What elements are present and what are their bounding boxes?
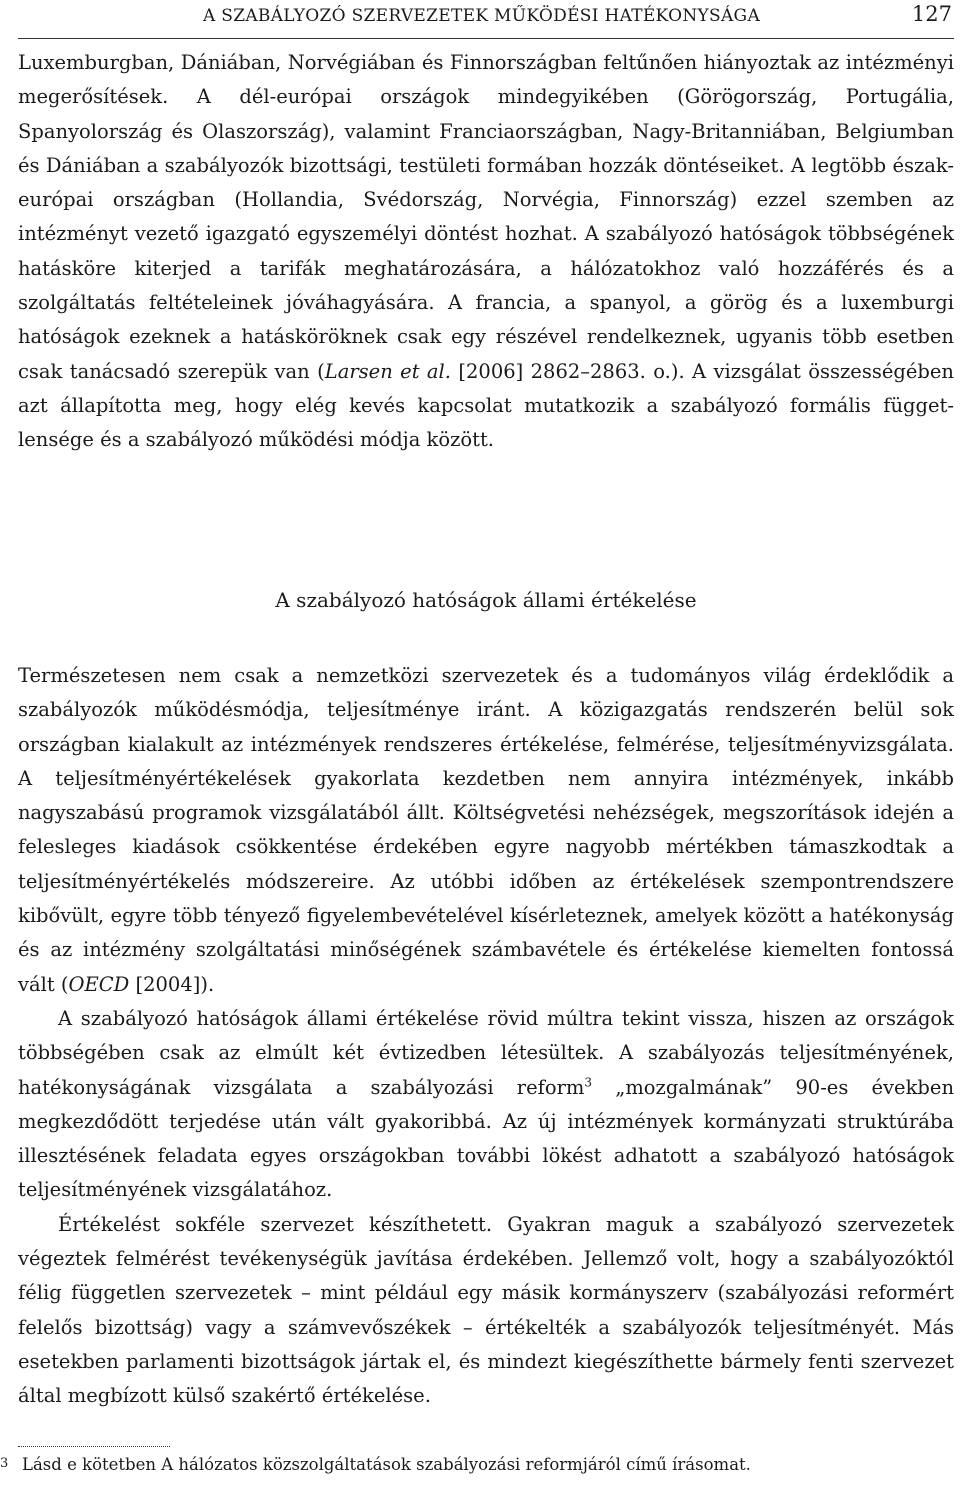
page-number: 127 <box>911 2 952 26</box>
paragraph: A szabályozó hatóságok állami értékelése rövid múltra tekint vissza, hiszen az országok többségében csak az elmúlt két évtizedben létesültek. A szabályozás teljesítményének, hatékonyságának vizsgálata a szabályozási reform$^3$ „mozgalmának” 90-es években megkezdődött terjedése után vált gyakoribbá. Az új intézmények kormányzati struktúrába illesztésének feladata egyes országokban további lökést adhatott a szabályozó hatóságok teljesítményének vizsgálatához. <box>18 1006 954 1202</box>
section-heading: A szabályozó hatóságok állami értékelése <box>275 588 697 612</box>
section-body <box>18 659 954 1414</box>
running-title: A SZABÁLYOZÓ SZERVEZETEK MŰKÖDÉSI HATÉKONYSÁGA <box>203 6 761 26</box>
citation-author: Larsen et al. <box>324 359 451 383</box>
footnote-divider <box>18 1446 170 1447</box>
paragraph: Értékelést sokféle szervezet készíthetett. Gyakran maguk a szabályozó szervezetek végeztek felmérést tevékenységük javítása érdekében. Jellemző volt, hogy a szabályozóktól félig független szervezetek – mint például egy másik kormányszerv (szabályozási reformért felelős bizottság) vagy a számvevőszékek – értékelték a szabályozók teljesítményét. Más esetekben parlamenti bizottságok jártak el, és mindezt kiegészíthette bármely fenti szervezet által megbízott külső szakértő értékelése. <box>18 1212 954 1408</box>
footnote <box>0 1455 950 1474</box>
section-continued-text <box>18 46 954 458</box>
footnote-reference[interactable]: 3 <box>584 1075 593 1090</box>
paragraph: Luxemburgban, Dániában, Norvégiában és Finnországban feltűnően hiányoztak az intézményi megerősítések. A dél-európai országok mindegyikében (Görögország, Portugália, Spanyolország és Olaszország), valamint Franciaországban, Nagy-Britanniában, Belgiumban és Dániában a szabályozók bizottsági, testületi formában hozzák döntéseiket. A legtöbb észak-európai országban (Hollandia, Svédország, Norvégia, Finnország) ezzel szemben az intézményt vezető igazgató egyszemélyi döntést hozhat. A szabályozó hatóságok többségének hatásköre kiterjed a tarifák meghatározására, a hálózatokhoz való hozzáférés és a szolgáltatás feltételeinek jóváhagyására. A francia, a spanyol, a görög és a luxemburgi hatóságok ezeknek a hatásköröknek csak egy részével rendelkeznek, ugyanis több esetben csak tanácsadó szerepük van (Larsen et al. [2006] 2862–2863. o.). A vizsgálat összességében azt állapította meg, hogy elég kevés kapcsolat mutatkozik a szabályozó formális függetlensége és a szabályozó működési módja között. <box>18 51 954 452</box>
citation-author: OECD <box>68 972 130 996</box>
paragraph: Természetesen nem csak a nemzetközi szervezetek és a tudományos világ érdeklődik a szabályozók működésmódja, teljesítménye iránt. A közigazgatás rendszerén belül sok országban kialakult az intézmények rendszeres értékelése, felmérése, teljesítményvizsgálata. A teljesítményértékelések gyakorlata kezdetben nem annyira intézmények, inkább nagyszabású programok vizsgálatából állt. Költségvetési nehézségek, megszorítások idején a felesleges kiadások csökkentése érdekében egyre nagyobb mértékben támaszkodtak a teljesítményértékelés módszereire. Az utóbbi időben az értékelések szempontrendszere kibővült, egyre több tényező figyelembevételével kísérleteznek, amelyek között a hatékonyság és az intézmény szolgáltatási minőségének számbavétele és értékelése kiemelten fontossá vált (OECD [2004]). <box>18 664 954 996</box>
footnote-text: Lásd e kötetben A hálózatos közszolgáltatások szabályozási reformjáról című írásomat. <box>22 1455 751 1474</box>
page-header <box>18 0 954 39</box>
footnote-mark: 3 <box>0 1456 9 1471</box>
